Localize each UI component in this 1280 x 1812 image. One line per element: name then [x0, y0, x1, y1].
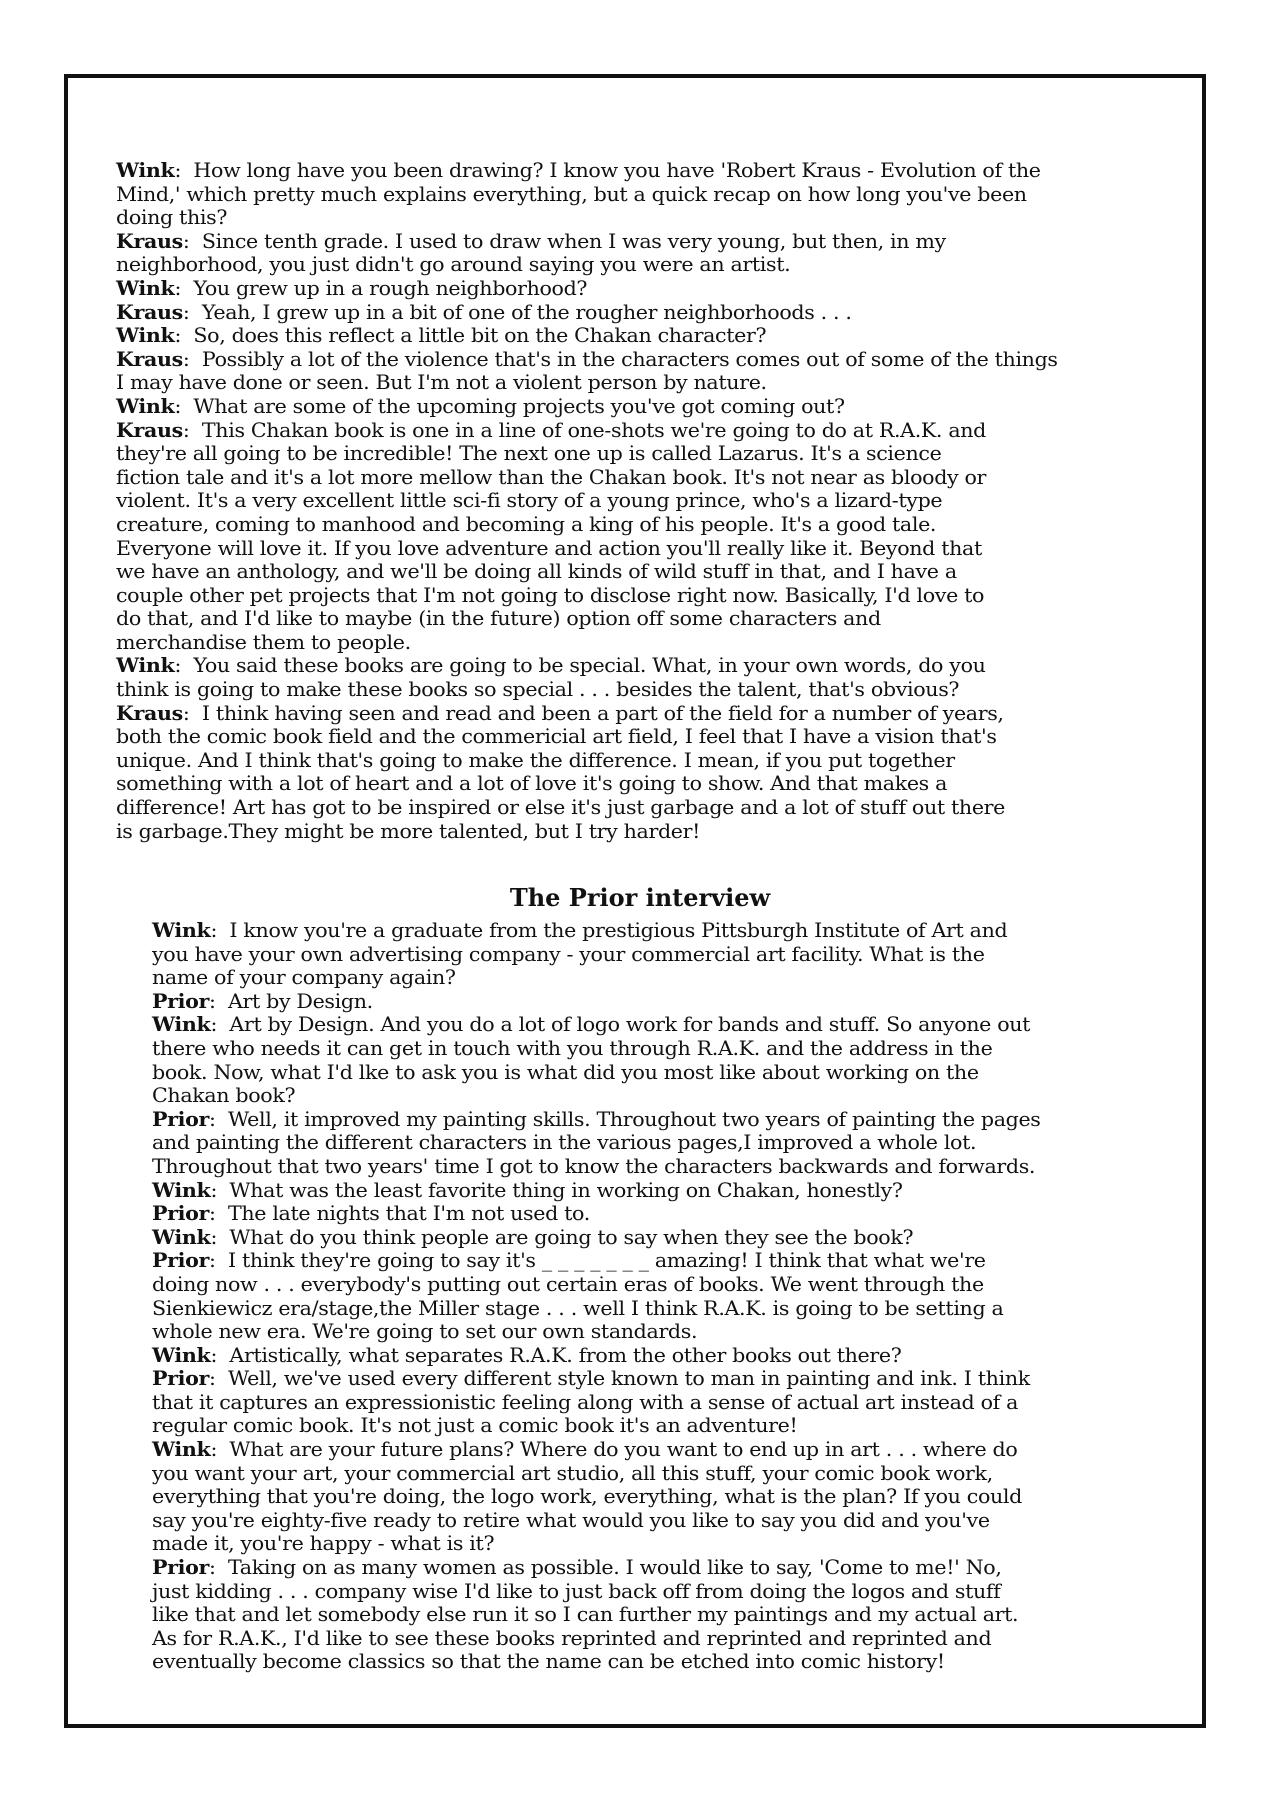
dialogue-line	[116, 750, 1196, 772]
dialogue-entry	[116, 655, 1196, 677]
dialogue-text: we have an anthology, and we'll be doing all kinds of wild stuff in that, and I have a	[116, 560, 957, 583]
dialogue-line	[116, 821, 1196, 843]
dialogue-text: is garbage.They might be more talented, but I try harder!	[116, 819, 701, 843]
dialogue-entry	[152, 1345, 1168, 1367]
dialogue-line	[116, 632, 1196, 654]
speaker-colon: :	[209, 1556, 228, 1579]
dialogue-line	[152, 1392, 1168, 1414]
speaker-label: Prior	[152, 1367, 209, 1390]
dialogue-text: creature, coming to manhood and becoming a king of his people. It's a good tale.	[116, 512, 937, 536]
speaker-label: Wink	[116, 324, 175, 347]
kraus-interview	[116, 160, 1196, 844]
dialogue-line	[116, 514, 1196, 536]
dialogue-line	[152, 1581, 1168, 1603]
dialogue-entry	[116, 231, 1196, 253]
speaker-colon: :	[182, 347, 202, 371]
dialogue-text: You said these books are going to be special. What, in your own words, do you	[193, 654, 986, 678]
dialogue-entry	[116, 278, 1196, 300]
dialogue-text: violent. It's a very excellent little sci-fi story of a young prince, who's a lizard-type	[116, 489, 943, 512]
dialogue-text: book. Now, what I'd lke to ask you is what did you most like about working on the	[152, 1060, 979, 1084]
dialogue-text: everything that you're doing, the logo work, everything, what is the plan? If you could	[152, 1485, 1022, 1508]
dialogue-entry	[116, 349, 1196, 371]
dialogue-text: do that, and I'd like to maybe (in the future) option off some characters and	[116, 607, 881, 630]
dialogue-line	[116, 608, 1196, 630]
dialogue-line	[152, 944, 1168, 966]
speaker-colon: :	[209, 1249, 228, 1272]
dialogue-text: like that and let somebody else run it so I can further my paintings and my actual art.	[152, 1603, 1019, 1626]
speaker-label: Prior	[152, 1202, 209, 1225]
dialogue-line	[116, 372, 1196, 394]
dialogue-line	[116, 467, 1196, 489]
dialogue-text: neighborhood, you just didn't go around saying you were an artist.	[116, 253, 791, 276]
dialogue-text: Everyone will love it. If you love adventure and action you'll really like it. Beyond that	[116, 536, 982, 560]
dialogue-text: eventually become classics so that the name can be etched into comic history!	[152, 1650, 945, 1674]
dialogue-entry	[116, 160, 1196, 182]
speaker-colon: :	[174, 159, 194, 182]
speaker-colon: :	[182, 701, 202, 725]
dialogue-text: Throughout that two years' time I got to know the characters backwards and forwards.	[152, 1154, 1036, 1178]
speaker-label: Wink	[152, 1013, 211, 1036]
dialogue-text: Artistically, what separates R.A.K. from the other books out there?	[229, 1343, 902, 1367]
dialogue-line	[152, 1415, 1168, 1437]
speaker-label: Wink	[152, 1225, 211, 1249]
speaker-label: Wink	[116, 277, 175, 300]
dialogue-text: merchandise them to people.	[116, 630, 411, 654]
dialogue-text: How long have you been drawing? I know you have 'Robert Kraus - Evolution of the	[193, 159, 1041, 182]
dialogue-text: say you're eighty-five ready to retire what would you like to say you did and you've	[152, 1508, 990, 1532]
dialogue-text: they're all going to be incredible! The next one up is called Lazarus. It's a science	[116, 442, 942, 465]
speaker-label: Wink	[152, 1178, 211, 1202]
dialogue-line	[116, 254, 1196, 276]
speaker-label: Kraus	[116, 300, 183, 324]
dialogue-text: name of your company again?	[152, 966, 456, 989]
dialogue-text: Since tenth grade. I used to draw when I was very young, but then, in my	[201, 229, 946, 253]
speaker-label: Kraus	[116, 701, 183, 725]
dialogue-line	[116, 561, 1196, 583]
dialogue-text: that it captures an expressionistic feeling along with a sense of actual art instead of a	[152, 1390, 1019, 1414]
dialogue-text: So, does this reflect a little bit on the Chakan character?	[193, 324, 767, 347]
dialogue-entry	[152, 1014, 1168, 1036]
dialogue-line	[116, 207, 1196, 229]
dialogue-text: there who needs it can get in touch with you through R.A.K. and the address in the	[152, 1037, 993, 1060]
dialogue-entry	[152, 991, 1168, 1013]
dialogue-entry	[152, 1439, 1168, 1461]
dialogue-line	[116, 443, 1196, 465]
dialogue-line	[152, 1156, 1168, 1178]
dialogue-text: You grew up in a rough neighborhood?	[193, 277, 588, 300]
dialogue-line	[152, 1274, 1168, 1296]
speaker-label: Kraus	[116, 229, 183, 253]
dialogue-line	[152, 1628, 1168, 1650]
dialogue-entry	[116, 302, 1196, 324]
dialogue-line	[152, 1510, 1168, 1532]
dialogue-entry	[116, 420, 1196, 442]
speaker-label: Wink	[116, 159, 175, 182]
speaker-colon: :	[210, 1343, 230, 1367]
dialogue-text: fiction tale and it's a lot more mellow than the Chakan book. It's not near as bloody or	[116, 465, 987, 489]
dialogue-text: just kidding . . . company wise I'd like to just back off from doing the logos and stuff	[152, 1579, 1001, 1603]
dialogue-text: I may have done or seen. But I'm not a violent person by nature.	[116, 371, 767, 394]
dialogue-text: Mind,' which pretty much explains everything, but a quick recap on how long you've been	[116, 182, 1027, 206]
dialogue-line	[116, 726, 1196, 748]
dialogue-line	[152, 1038, 1168, 1060]
dialogue-entry	[152, 1109, 1168, 1131]
prior-heading-wrap	[0, 884, 1280, 912]
dialogue-line	[152, 1463, 1168, 1485]
speaker-colon: :	[174, 394, 194, 418]
speaker-colon: :	[210, 1438, 230, 1461]
dialogue-line	[152, 967, 1168, 989]
speaker-colon: :	[182, 418, 202, 442]
dialogue-text: Possibly a lot of the violence that's in the characters comes out of some of the things	[201, 347, 1058, 371]
dialogue-text: What are your future plans? Where do you want to end up in art . . . where do	[229, 1438, 1018, 1461]
dialogue-text: unique. And I think that's going to make the difference. I mean, if you put together	[116, 748, 955, 772]
dialogue-text: I know you're a graduate from the prestigious Pittsburgh Institute of Art and	[229, 919, 1008, 942]
speaker-colon: :	[209, 989, 228, 1013]
dialogue-entry	[116, 703, 1196, 725]
speaker-label: Prior	[152, 989, 209, 1013]
dialogue-text: and painting the different characters in the various pages,I improved a whole lot.	[152, 1131, 977, 1154]
speaker-label: Wink	[116, 654, 175, 678]
dialogue-text: I think having seen and read and been a part of the field for a number of years,	[201, 701, 1004, 725]
speaker-label: Prior	[152, 1249, 209, 1272]
dialogue-text: doing now . . . everybody's putting out certain eras of books. We went through the	[152, 1272, 984, 1296]
dialogue-text: Art by Design. And you do a lot of logo work for bands and stuff. So anyone out	[229, 1013, 1031, 1036]
dialogue-text: difference! Art has got to be inspired or else it's just garbage and a lot of stuff out there	[116, 796, 1006, 819]
dialogue-text: regular comic book. It's not just a comic book it's an adventure!	[152, 1414, 798, 1438]
dialogue-text: made it, you're happy - what is it?	[152, 1532, 495, 1556]
dialogue-line	[116, 184, 1196, 206]
dialogue-line	[116, 538, 1196, 560]
dialogue-line	[116, 679, 1196, 701]
dialogue-text: think is going to make these books so special . . . besides the talent, that's obvious?	[116, 678, 960, 701]
speaker-colon: :	[182, 300, 202, 324]
speaker-colon: :	[174, 324, 194, 347]
dialogue-text: couple other pet projects that I'm not going to disclose right now. Basically, I'd love to	[116, 583, 985, 607]
dialogue-line	[116, 797, 1196, 819]
speaker-colon: :	[182, 229, 202, 253]
dialogue-entry	[152, 1227, 1168, 1249]
dialogue-line	[116, 773, 1196, 795]
dialogue-text: both the comic book field and the commericial art field, I feel that I have a vision that's	[116, 725, 997, 748]
dialogue-text: something with a lot of heart and a lot of love it's going to show. And that makes a	[116, 772, 948, 796]
dialogue-entry	[152, 1557, 1168, 1579]
speaker-label: Kraus	[116, 347, 183, 371]
dialogue-text: Art by Design.	[227, 989, 373, 1013]
dialogue-line	[152, 1533, 1168, 1555]
speaker-colon: :	[210, 1178, 230, 1202]
speaker-label: Wink	[152, 1438, 211, 1461]
speaker-label: Wink	[152, 1343, 211, 1367]
dialogue-line	[152, 1298, 1168, 1320]
dialogue-text: whole new era. We're going to set our own standards.	[152, 1320, 698, 1343]
speaker-colon: :	[209, 1202, 228, 1225]
prior-interview	[152, 920, 1168, 1675]
dialogue-line	[152, 1604, 1168, 1626]
dialogue-text: doing this?	[116, 206, 228, 229]
dialogue-line	[116, 585, 1196, 607]
dialogue-text: What are some of the upcoming projects you've got coming out?	[193, 394, 845, 418]
speaker-label: Wink	[116, 394, 175, 418]
speaker-colon: :	[174, 654, 194, 678]
dialogue-text: Well, we've used every different style known to man in painting and ink. I think	[227, 1367, 1030, 1390]
dialogue-text: This Chakan book is one in a line of one-shots we're going to do at R.A.K. and	[201, 418, 986, 442]
speaker-label: Prior	[152, 1107, 209, 1131]
dialogue-text: I think they're going to say it's _ _ _ _ _ _ _ amazing! I think that what we're	[227, 1249, 986, 1272]
dialogue-entry	[116, 396, 1196, 418]
dialogue-entry	[152, 1203, 1168, 1225]
dialogue-text: The late nights that I'm not used to.	[227, 1202, 590, 1225]
dialogue-text: What was the least favorite thing in working on Chakan, honestly?	[229, 1178, 903, 1202]
speaker-colon: :	[209, 1107, 228, 1131]
dialogue-line	[152, 1651, 1168, 1673]
dialogue-entry	[152, 1368, 1168, 1390]
speaker-colon: :	[210, 919, 230, 942]
dialogue-text: you want your art, your commercial art studio, all this stuff, your comic book work,	[152, 1461, 993, 1485]
speaker-label: Prior	[152, 1556, 209, 1579]
speaker-label: Wink	[152, 919, 211, 942]
dialogue-text: Chakan book?	[152, 1084, 296, 1107]
dialogue-entry	[152, 920, 1168, 942]
speaker-label: Kraus	[116, 418, 183, 442]
dialogue-line	[152, 1321, 1168, 1343]
speaker-colon: :	[174, 277, 194, 300]
speaker-colon: :	[210, 1013, 230, 1036]
dialogue-text: Yeah, I grew up in a bit of one of the rougher neighborhoods . . .	[201, 300, 852, 324]
speaker-colon: :	[210, 1225, 230, 1249]
dialogue-line	[152, 1085, 1168, 1107]
dialogue-line	[116, 490, 1196, 512]
dialogue-text: As for R.A.K., I'd like to see these books reprinted and reprinted and reprinted and	[152, 1626, 992, 1650]
dialogue-text: Sienkiewicz era/stage,the Miller stage . . . well I think R.A.K. is going to be setting a	[152, 1296, 1004, 1320]
dialogue-text: What do you think people are going to say when they see the book?	[229, 1225, 914, 1249]
dialogue-entry	[152, 1180, 1168, 1202]
dialogue-entry	[116, 325, 1196, 347]
dialogue-line	[152, 1132, 1168, 1154]
dialogue-entry	[152, 1250, 1168, 1272]
dialogue-text: Taking on as many women as possible. I would like to say, 'Come to me!' No,	[227, 1556, 1002, 1579]
dialogue-text: Well, it improved my painting skills. Throughout two years of painting the pages	[227, 1107, 1041, 1131]
speaker-colon: :	[209, 1367, 228, 1390]
section-heading: The Prior interview	[509, 883, 771, 912]
dialogue-line	[152, 1486, 1168, 1508]
dialogue-text: you have your own advertising company - your commercial art facility. What is the	[152, 942, 985, 966]
dialogue-line	[152, 1062, 1168, 1084]
